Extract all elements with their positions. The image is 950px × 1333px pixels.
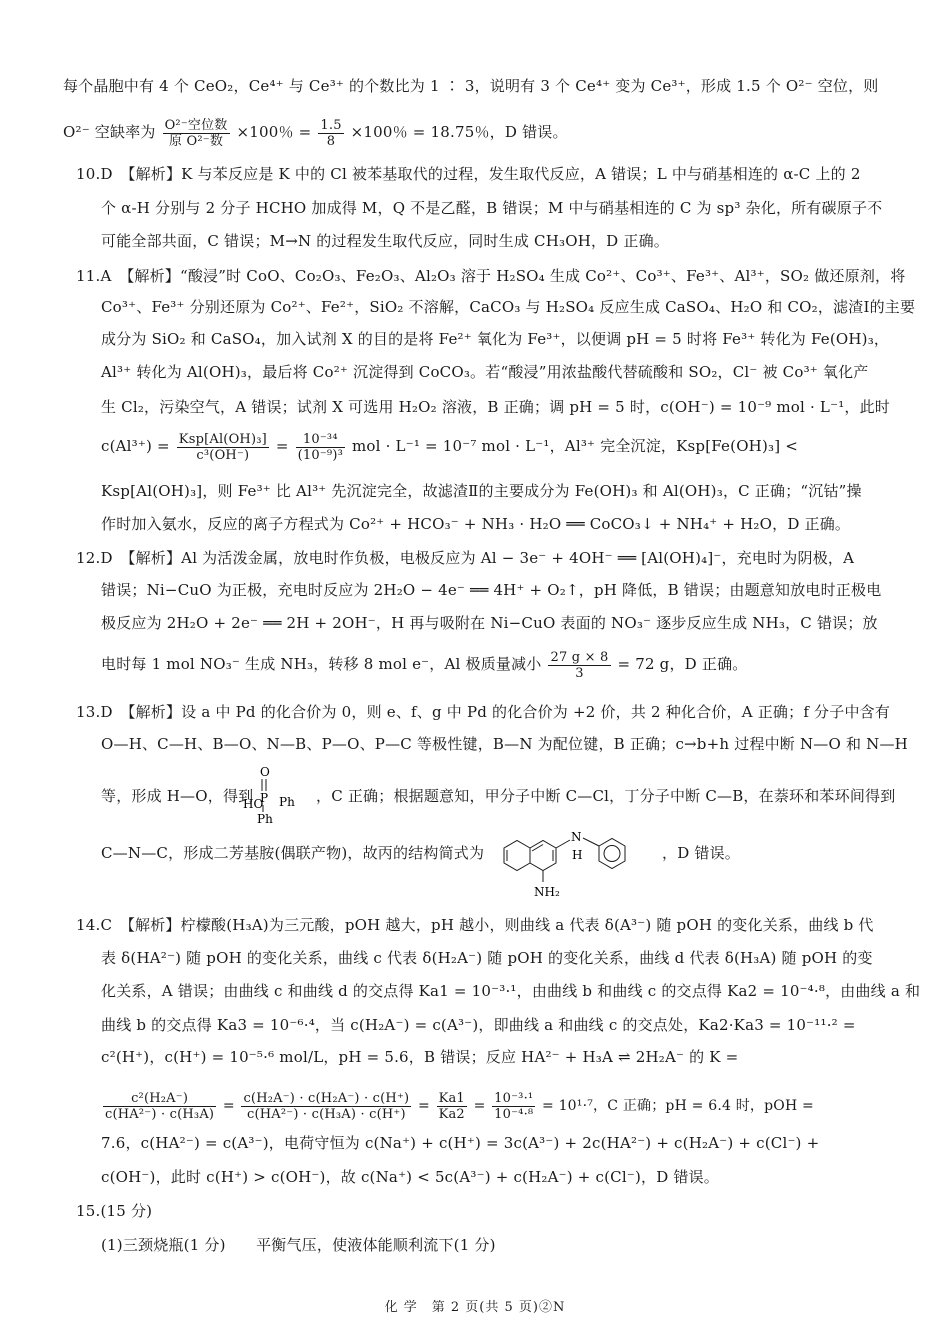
question-14-line-4: 曲线 b 的交点得 Ka3 = 10⁻⁶·⁴，当 c(H₂A⁻) = c(A³⁻)，即曲线 a 和曲线 c 的交点处，Ka2·Ka3 = 10⁻¹¹·² = — [101, 1016, 856, 1034]
oxygen-atom-label: O — [260, 765, 270, 779]
numerator: c²(H₂A⁻) — [103, 1091, 216, 1107]
text-line: 每个晶胞中有 4 个 CeO₂，Ce⁴⁺ 与 Ce³⁺ 的个数比为 1 ∶ 3，说明有 3 个 Ce⁴⁺ 变为 Ce³⁺，形成 1.5 个 O²⁻ 空位，则 — [63, 77, 879, 95]
text-segment: ×100％ = 18.75％，D 错误。 — [350, 123, 568, 141]
fraction — [492, 1091, 535, 1122]
fraction — [548, 650, 610, 681]
text-segment: 电时每 1 mol NO₃⁻ 生成 NH₃，转移 8 mol e⁻，Al 极质量减小 — [101, 655, 542, 673]
denominator: 3 — [575, 665, 584, 681]
question-12-line-1: 12.D 【解析】Al 为活泼金属，放电时作负极，电极反应为 Al − 3e⁻ + 4OH⁻ ══ [Al(OH)₄]⁻，充电时为阴极，A — [76, 549, 855, 567]
question-11-line-5: 生 Cl₂，污染空气，A 错误；试剂 X 可选用 H₂O₂ 溶液，B 正确；调 pH = 5 时，c(OH⁻) = 10⁻⁹ mol · L⁻¹，此时 — [101, 398, 891, 416]
denominator: 8 — [326, 133, 336, 149]
numerator: 27 g × 8 — [550, 649, 609, 665]
question-13-line-4a: C—N—C，形成二芳基胺(偶联产物)，故丙的结构简式为 — [101, 844, 485, 862]
question-15-heading: 15.(15 分) — [76, 1202, 153, 1220]
benzene-aromatic-circle — [604, 846, 620, 862]
question-10-line-1: 10.D 【解析】K 与苯反应是 K 中的 Cl 被苯基取代的过程，发生取代反应，A 错误；L 中与硝基相连的 α-C 上的 2 — [76, 165, 861, 183]
denominator: c(HA²⁻) · c(H₃A) — [105, 1106, 215, 1122]
text-segment: = 10¹·⁷，C 正确；pH = 6.4 时，pOH = — [541, 1098, 814, 1114]
numerator: Ka1 — [438, 1090, 465, 1106]
text-segment: mol · L⁻¹ = 10⁻⁷ mol · L⁻¹，Al³⁺ 完全沉淀，Ksp[Fe(OH)₃] < — [352, 437, 799, 455]
question-10-line-3: 可能全部共面，C 错误；M→N 的过程发生取代反应，同时生成 CH₃OH，D 正确。 — [101, 232, 669, 250]
denominator: 原 O²⁻数 — [169, 133, 224, 149]
phosphinic-acid-structure — [240, 764, 316, 824]
numerator: c(H₂A⁻) · c(H₂A⁻) · c(H⁺) — [243, 1090, 410, 1106]
fraction — [318, 118, 343, 149]
text-segment: = — [222, 1098, 235, 1114]
phenyl-label: Ph — [257, 812, 273, 824]
question-12-line-3: 极反应为 2H₂O + 2e⁻ ══ 2H + 2OH⁻，H 再与吸附在 Ni−CuO 表面的 NO₃⁻ 逐步反应生成 NH₃，C 错误；放 — [101, 614, 878, 632]
text-line-with-fraction — [63, 115, 568, 149]
question-11-line-2: Co³⁺、Fe³⁺ 分别还原为 Co²⁺、Fe²⁺，SiO₂ 不溶解，CaCO₃ 与 H₂SO₄ 反应生成 CaSO₄、H₂O 和 CO₂，滤渣Ⅰ的主要 — [101, 298, 916, 316]
numerator: 10⁻³⁴ — [296, 432, 345, 448]
numerator: 1.5 — [320, 117, 342, 133]
question-13-line-2: O—H、C—H、B—O、N—B、P—O、P—C 等极性键，B—N 为配位键，B 正确；c→b+h 过程中断 N—O 和 N—H — [101, 735, 908, 753]
fraction — [296, 432, 345, 463]
numerator: O²⁻空位数 — [164, 117, 228, 133]
n-c-bond — [583, 838, 599, 846]
text-segment: c(Al³⁺) = — [101, 437, 170, 455]
numerator: Ksp[Al(OH)₃] — [178, 431, 267, 447]
amino-group-label: NH₂ — [534, 885, 560, 898]
page-footer: 化 学 第 2 页(共 5 页)②N — [384, 1300, 566, 1315]
denominator: 10⁻⁴·⁸ — [494, 1106, 534, 1122]
numerator: 10⁻³·¹ — [494, 1090, 534, 1106]
question-13-line-3b: ，C 正确；根据题意知，甲分子中断 C—Cl，丁分子中断 C—B，在萘环和苯环间得到 — [316, 787, 896, 805]
nitrogen-atom-label: N — [571, 830, 582, 844]
question-12-line-4 — [101, 647, 747, 681]
question-14-line-8: c(OH⁻)，此时 c(H⁺) > c(OH⁻)，故 c(Na⁺) < 5c(A³⁻) + c(H₂A⁻) + c(Cl⁻)，D 错误。 — [101, 1168, 720, 1186]
question-13-line-1: 13.D 【解析】设 a 中 Pd 的化合价为 0，则 e、f、g 中 Pd 的化合价为 +2 价，共 2 种化合价，A 正确；f 分子中含有 — [76, 703, 891, 721]
hydroxyl-label: HO — [243, 797, 264, 811]
question-15-answer-1: (1)三颈烧瓶(1 分) 平衡气压，使液体能顺利流下(1 分) — [101, 1236, 496, 1254]
question-11-line-4: Al³⁺ 转化为 Al(OH)₃，最后将 Co²⁺ 沉淀得到 CoCO₃。若“酸浸”用浓盐酸代替硫酸和 SO₂，Cl⁻ 被 Co³⁺ 氧化产 — [101, 363, 869, 381]
text-segment: = — [417, 1098, 430, 1114]
question-11-line-3: 成分为 SiO₂ 和 CaSO₄，加入试剂 X 的目的是将 Fe²⁺ 氧化为 Fe³⁺，以便调 pH = 5 时将 Fe³⁺ 转化为 Fe(OH)₃， — [101, 330, 890, 348]
question-13-line-3a: 等，形成 H—O，得到 — [101, 787, 254, 805]
question-11-line-8: 作时加入氨水，反应的离子方程式为 Co²⁺ + HCO₃⁻ + NH₃ · H₂O ══ CoCO₃↓ + NH₄⁺ + H₂O，D 正确。 — [101, 515, 851, 533]
question-14-line-2: 表 δ(HA²⁻) 随 pOH 的变化关系，曲线 c 代表 δ(H₂A⁻) 随 pOH 的变化关系，曲线 d 代表 δ(H₃A) 随 pOH 的变 — [101, 949, 873, 967]
naphthalene-ring-left — [504, 841, 530, 871]
question-13-line-4b: ，D 错误。 — [662, 844, 740, 862]
question-14-line-7: 7.6，c(HA²⁻) = c(A³⁻)，电荷守恒为 c(Na⁺) + c(H⁺) = 3c(A³⁻) + 2c(HA²⁻) + c(H₂A⁻) + c(Cl⁻) + — [101, 1134, 820, 1152]
question-14-line-3: 化关系，A 错误；由曲线 c 和曲线 d 的交点得 Ka1 = 10⁻³·¹，由曲线 b 和曲线 c 的交点得 Ka2 = 10⁻⁴·⁸，由曲线 a 和 — [101, 982, 921, 1000]
phenyl-label: Ph — [279, 795, 295, 809]
question-11-line-1: 11.A 【解析】“酸浸”时 CoO、Co₂O₃、Fe₂O₃、Al₂O₃ 溶于 H₂SO₄ 生成 Co²⁺、Co³⁺、Fe³⁺、Al³⁺，SO₂ 做还原剂，将 — [76, 267, 906, 285]
question-10-line-2: 个 α-H 分别与 2 分子 HCHO 加成得 M，Q 不是乙醛，B 错误；M 中与硝基相连的 C 为 sp³ 杂化，所有碳原子不 — [101, 199, 883, 217]
phosphorus-atom-label: P — [260, 791, 269, 805]
benzene-ring — [599, 839, 625, 869]
question-12-line-2: 错误；Ni−CuO 为正极，充电时反应为 2H₂O − 4e⁻ ══ 4H⁺ + O₂↑，pH 降低，B 错误；由题意知放电时正极电 — [101, 581, 882, 599]
fraction — [103, 1091, 216, 1122]
question-14-line-5: c²(H⁺)，c(H⁺) = 10⁻⁵·⁶ mol/L，pH = 5.6，B 错误；反应 HA²⁻ + H₃A ⇌ 2H₂A⁻ 的 K = — [101, 1048, 739, 1066]
question-11-line-6 — [101, 429, 798, 463]
question-14-line-1: 14.C 【解析】柠檬酸(H₃A)为三元酸，pOH 越大，pH 越小，则曲线 a 代表 δ(A³⁻) 随 pOH 的变化关系，曲线 b 代 — [76, 916, 874, 934]
fraction — [163, 118, 230, 149]
text-segment: = — [275, 437, 289, 455]
text-segment: ×100％ = — [236, 123, 312, 141]
text-segment: = — [473, 1098, 486, 1114]
c-n-bond — [556, 840, 570, 848]
diarylamine-structure — [494, 826, 662, 898]
fraction — [177, 432, 269, 463]
question-11-line-7: Ksp[Al(OH)₃]，则 Fe³⁺ 比 Al³⁺ 先沉淀完全，故滤渣Ⅱ的主要成分为 Fe(OH)₃ 和 Al(OH)₃，C 正确；“沉钴”操 — [101, 482, 862, 500]
text-segment: = 72 g，D 正确。 — [617, 655, 748, 673]
denominator: c³(OH⁻) — [196, 447, 250, 463]
denominator: (10⁻⁹)³ — [297, 447, 344, 463]
hydrogen-atom-label: H — [572, 848, 583, 862]
denominator: Ka2 — [438, 1106, 465, 1122]
text-segment: O²⁻ 空缺率为 — [63, 123, 156, 141]
denominator: c(HA²⁻) · c(H₃A) · c(H⁺) — [246, 1106, 406, 1122]
question-14-line-6 — [101, 1088, 814, 1124]
fraction — [241, 1091, 411, 1122]
fraction — [437, 1091, 467, 1122]
